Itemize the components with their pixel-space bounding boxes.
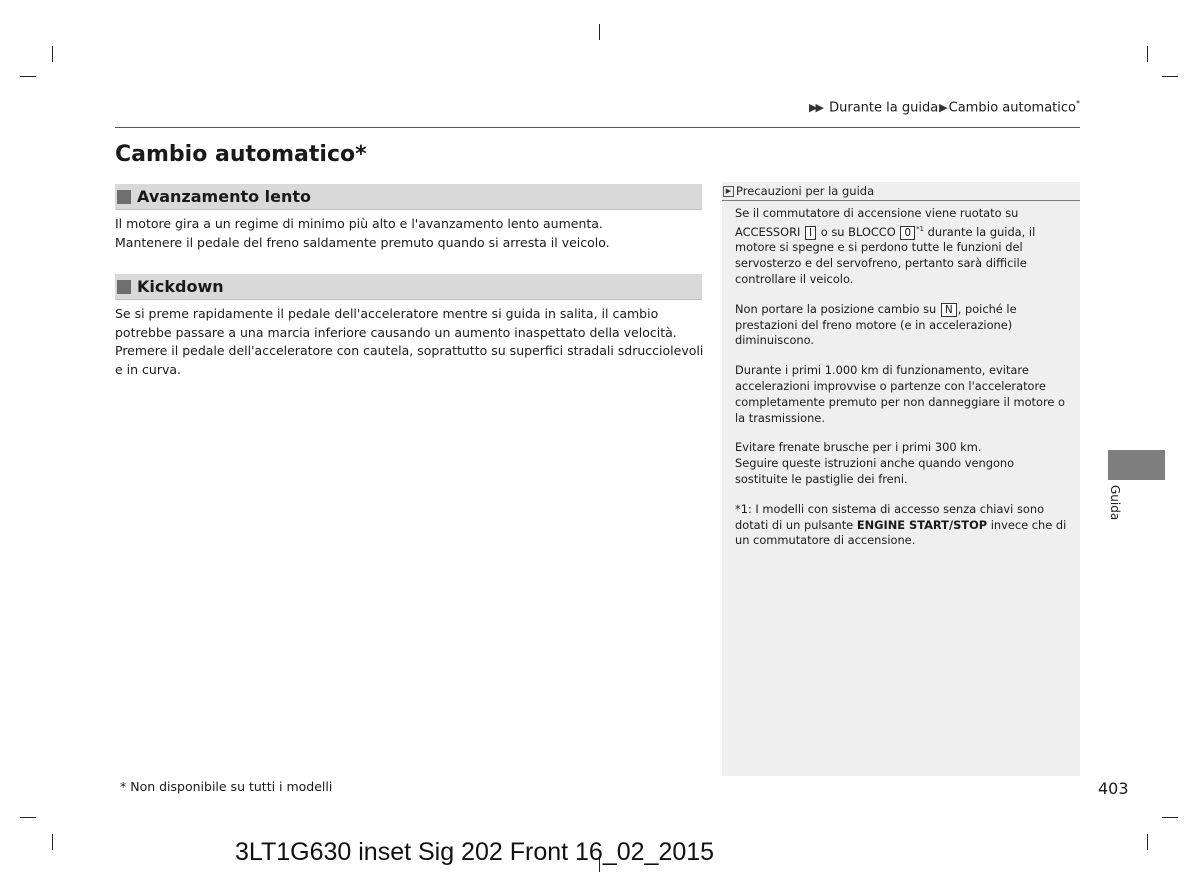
crop-mark xyxy=(1147,46,1148,62)
engine-start-stop-label: ENGINE START/STOP xyxy=(856,517,988,532)
sidebar-header xyxy=(722,182,1080,201)
sidebar-text: Non portare la posizione cambio su xyxy=(735,301,937,316)
page-title: Cambio automatico* xyxy=(115,142,367,167)
sidebar-paragraph xyxy=(735,206,1068,288)
chapter-tab[interactable] xyxy=(1108,450,1165,480)
sidebar-text: durante la guida, il motore si spegne e si perdono tutte le funzioni del servosterzo e del servofreno, pertanto sarà difficile controllare il veicolo. xyxy=(735,224,1036,286)
crop-mark xyxy=(599,24,600,40)
section-header-avanzamento xyxy=(115,184,702,210)
section-title: Kickdown xyxy=(137,277,224,296)
sidebar-text: Se il commutatore di accensione viene ruotato su ACCESSORI xyxy=(735,206,1019,239)
page-number: 403 xyxy=(1098,779,1129,798)
sidebar-text: invece che di un commutatore di accensione. xyxy=(735,517,1067,548)
header-rule xyxy=(115,127,1080,128)
sidebar-body xyxy=(735,206,1068,563)
sidebar-paragraph xyxy=(735,302,1068,349)
crop-mark xyxy=(20,817,36,818)
breadcrumb-level1[interactable]: Durante la guida xyxy=(829,100,939,116)
crop-mark xyxy=(52,46,53,62)
crop-mark xyxy=(52,834,53,850)
footnote-ref: *1 xyxy=(916,224,925,233)
paragraph-line: Mantenere il pedale del freno saldamente premuto quando si arresta il veicolo. xyxy=(115,234,610,250)
breadcrumb-asterisk: * xyxy=(1076,99,1080,108)
crop-mark xyxy=(20,76,36,77)
reference-arrow-icon: ▶ xyxy=(723,186,734,197)
sidebar-text: , poiché le prestazioni del freno motore (e in accelerazione) diminuiscono. xyxy=(735,301,1017,348)
sidebar-text: Evitare frenate brusche per i primi 300 km. xyxy=(735,440,982,455)
crop-mark xyxy=(1162,76,1178,77)
breadcrumb-arrow-icon: ▶▶ xyxy=(809,101,822,115)
footnote: * Non disponibile su tutti i modelli xyxy=(120,779,333,794)
sidebar-paragraph: Durante i primi 1.000 km di funzionamento, evitare accelerazioni improvvise o partenze con l'acceleratore completamente premuto per non danneggiare il motore o la trasmissione. xyxy=(735,363,1066,425)
breadcrumb-level2[interactable]: Cambio automatico xyxy=(948,100,1076,116)
key-accessori-icon: I xyxy=(805,226,816,240)
section-square-icon xyxy=(117,190,131,204)
crop-mark xyxy=(1147,834,1148,850)
sidebar-text: o su BLOCCO xyxy=(820,224,896,239)
print-code: 3LT1G630 inset Sig 202 Front 16_02_2015 xyxy=(235,838,715,866)
sidebar-text: *1: I modelli con sistema di accesso senza chiavi sono dotati di un pulsante xyxy=(735,501,1045,532)
paragraph: Se si preme rapidamente il pedale dell'acceleratore mentre si guida in salita, il cambio potrebbe passare a una marcia inferiore causando un aumento inaspettato della velocità. Premere il pedale dell'acceleratore con cautela, soprattutto su superfici stradali sdrucciolevoli e in curva. xyxy=(115,306,704,377)
section-square-icon xyxy=(117,280,131,294)
precautions-sidebar xyxy=(722,182,1080,776)
breadcrumb-separator-icon: ▶ xyxy=(939,101,948,115)
sidebar-footnote xyxy=(735,502,1068,549)
paragraph-line: Il motore gira a un regime di minimo più alto e l'avanzamento lento aumenta. xyxy=(115,216,603,231)
section-body-avanzamento xyxy=(115,215,705,252)
chapter-tab-label: Guida xyxy=(1108,485,1122,521)
key-blocco-icon: 0 xyxy=(900,226,915,240)
section-title: Avanzamento lento xyxy=(137,187,312,206)
sidebar-paragraph xyxy=(735,440,1068,487)
breadcrumb xyxy=(809,99,1080,115)
crop-mark xyxy=(1162,817,1178,818)
key-neutral-icon: N xyxy=(941,303,957,317)
sidebar-text: Seguire queste istruzioni anche quando vengono sostituite le pastiglie dei freni. xyxy=(735,456,1015,486)
sidebar-heading: Precauzioni per la guida xyxy=(736,184,875,198)
section-header-kickdown xyxy=(115,274,702,300)
section-body-kickdown xyxy=(115,305,705,379)
